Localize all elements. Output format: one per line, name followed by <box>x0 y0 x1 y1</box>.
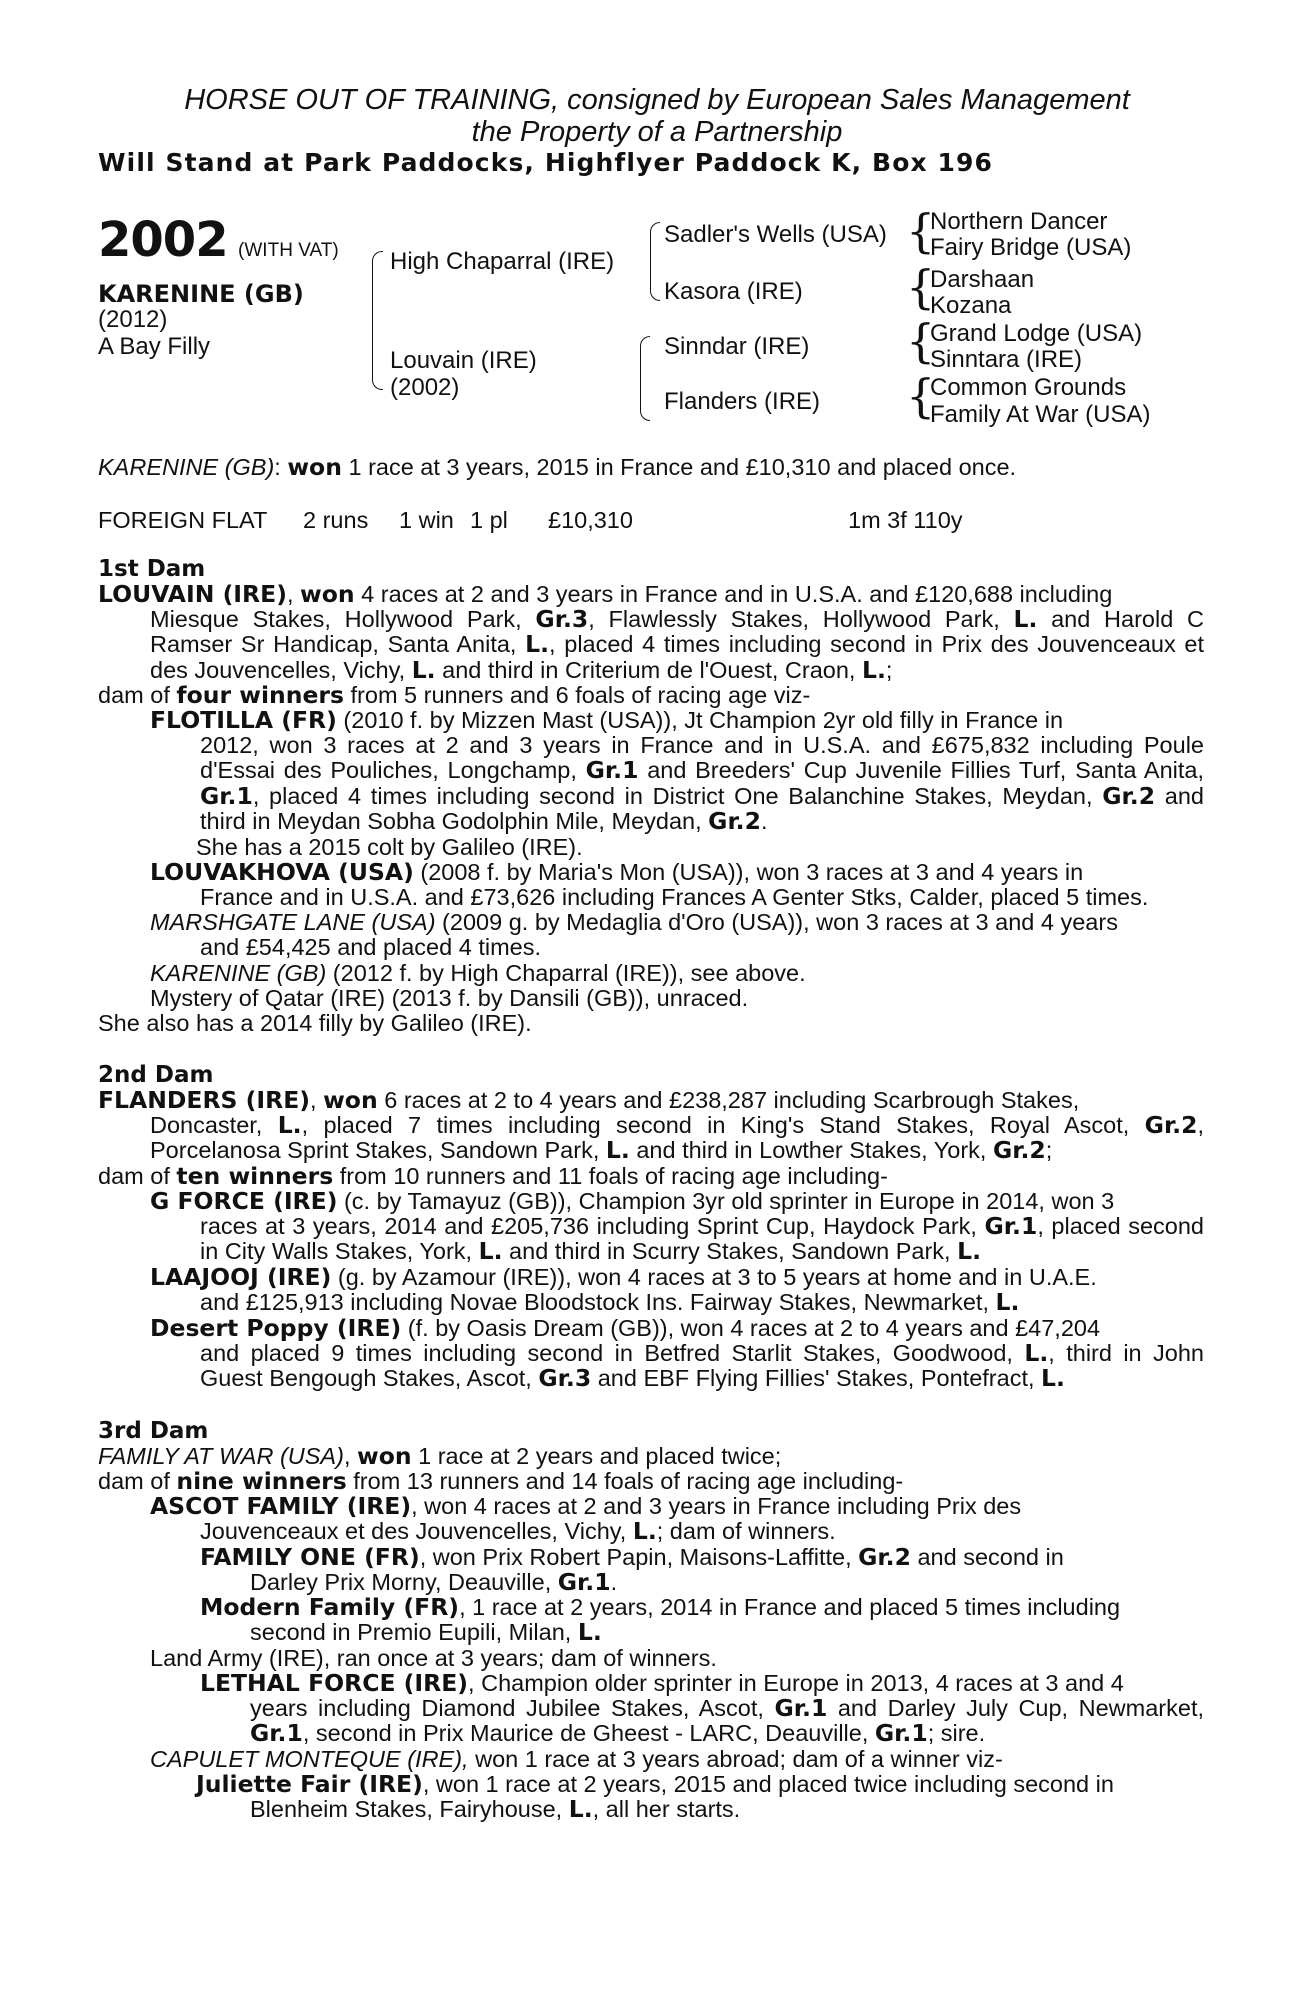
foreign-distance: 1m 3f 110y <box>848 507 963 533</box>
foreign-label: FOREIGN FLAT <box>98 507 268 533</box>
summary-horse-name: KARENINE (GB) <box>98 454 275 480</box>
header-line-1: HORSE OUT OF TRAINING, consigned by European Sales Management <box>184 84 1130 116</box>
progeny-modern-family: Modern Family (FR), 1 race at 2 years, 2014 in France and placed 5 times including <box>200 1593 1121 1621</box>
brace-gen3-1: { <box>906 204 936 258</box>
foreign-earnings: £10,310 <box>548 507 633 533</box>
pedigree-sds: Darshaan <box>930 266 1035 293</box>
horse-year: (2012) <box>98 306 168 333</box>
progeny-capulet-monteque: CAPULET MONTEQUE (IRE), won 1 race at 3 years abroad; dam of a winner viz- <box>150 1746 1003 1772</box>
horse-name: KARENINE (GB) <box>98 280 304 308</box>
sire-brace-top <box>650 222 660 253</box>
progeny-flotilla: FLOTILLA (FR) (2010 f. by Mizzen Mast (USA)), Jt Champion 2yr old filly in France in <box>150 706 1064 734</box>
progeny-family-one: FAMILY ONE (FR), won Prix Robert Papin, Maisons-Laffitte, Gr.2 and second in <box>200 1543 1064 1571</box>
pedigree-dam-sire: Sinndar (IRE) <box>664 333 810 360</box>
brace-gen3-4: { <box>906 369 936 423</box>
summary-won: won <box>287 453 342 481</box>
progeny-laajooj: LAAJOOJ (IRE) (g. by Azamour (IRE)), won 4 races at 3 to 5 years at home and in U.A.E. <box>150 1263 1097 1291</box>
summary-text: 1 race at 3 years, 2015 in France and £10,310 and placed once. <box>341 454 1017 480</box>
pedigree-ssd: Fairy Bridge (USA) <box>930 234 1132 261</box>
first-dam-louvain: LOUVAIN (IRE), won 4 races at 2 and 3 years in France and in U.S.A. and £120,688 including <box>98 580 1113 608</box>
brace-gen3-3: { <box>906 314 936 368</box>
progeny-land-army: Land Army (IRE), ran once at 3 years; dam of winners. <box>150 1645 717 1671</box>
lot-vat: (WITH VAT) <box>238 240 339 261</box>
progeny-mystery-of-qatar: Mystery of Qatar (IRE) (2013 f. by Dansili (GB)), unraced. <box>150 985 749 1011</box>
pedigree-sss: Northern Dancer <box>930 208 1108 235</box>
lot-number: 2002 <box>98 212 228 268</box>
pedigree-sdd: Kozana <box>930 292 1012 319</box>
first-dam-heading: 1st Dam <box>98 556 206 582</box>
progeny-lethal-force: LETHAL FORCE (IRE), Champion older sprinter in Europe in 2013, 4 races at 3 and 4 <box>200 1669 1124 1697</box>
pedigree-dam: Louvain (IRE) <box>390 347 537 374</box>
pedigree-dam-dam: Flanders (IRE) <box>664 388 821 415</box>
progeny-karenine: KARENINE (GB) (2012 f. by High Chaparral (IRE)), see above. <box>150 960 806 986</box>
foreign-flat-row <box>98 507 267 534</box>
horse-desc: A Bay Filly <box>98 333 211 360</box>
dam-brace-bottom <box>640 372 650 421</box>
header-line-2: the Property of a Partnership <box>471 116 843 148</box>
header-line-3: Will Stand at Park Paddocks, Highflyer Paddock K, Box 196 <box>98 148 993 177</box>
pedigree-sire: High Chaparral (IRE) <box>390 248 615 275</box>
pedigree-ddd: Family At War (USA) <box>930 401 1151 428</box>
progeny-desert-poppy: Desert Poppy (IRE) (f. by Oasis Dream (GB)), won 4 races at 2 to 4 years and £47,204 <box>150 1314 1101 1342</box>
dam-brace-top <box>640 336 650 373</box>
pedigree-brace-bottom <box>372 330 383 390</box>
third-dam-heading: 3rd Dam <box>98 1418 209 1444</box>
pedigree-sire-dam: Kasora (IRE) <box>664 278 803 305</box>
progeny-g-force: G FORCE (IRE) (c. by Tamayuz (GB)), Champion 3yr old sprinter in Europe in 2014, won 3 <box>150 1187 1115 1215</box>
pedigree-dam-year: (2002) <box>390 374 460 401</box>
progeny-ascot-family: ASCOT FAMILY (IRE), won 4 races at 2 and 3 years in France including Prix des <box>150 1492 1022 1520</box>
second-dam-heading: 2nd Dam <box>98 1062 214 1088</box>
second-dam-flanders: FLANDERS (IRE), won 6 races at 2 to 4 years and £238,287 including Scarbrough Stakes, <box>98 1086 1080 1114</box>
foreign-placed: 1 pl <box>470 507 508 533</box>
sire-brace-bottom <box>650 252 660 301</box>
third-dam-family-at-war: FAMILY AT WAR (USA), won 1 race at 2 years and placed twice; <box>98 1442 782 1470</box>
pedigree-sire-sire: Sadler's Wells (USA) <box>664 221 887 248</box>
pedigree-dds: Common Grounds <box>930 374 1127 401</box>
progeny-marshgate-lane: MARSHGATE LANE (USA) (2009 g. by Medaglia d'Oro (USA)), won 3 races at 3 and 4 years <box>150 909 1118 935</box>
pedigree-dsd: Sinntara (IRE) <box>930 346 1083 373</box>
pedigree-brace-top <box>372 251 383 331</box>
foreign-wins: 1 win <box>399 507 454 533</box>
brace-gen3-2: { <box>906 260 936 314</box>
lot-block <box>98 212 339 268</box>
foreign-runs: 2 runs <box>303 507 369 533</box>
race-summary: KARENINE (GB): won 1 race at 3 years, 2015 in France and £10,310 and placed once. <box>98 453 1017 481</box>
progeny-louvakhova: LOUVAKHOVA (USA) (2008 f. by Maria's Mon (USA)), won 3 races at 3 and 4 years in <box>150 858 1084 886</box>
progeny-juliette-fair: Juliette Fair (IRE), won 1 race at 2 years, 2015 and placed twice including second in <box>196 1770 1114 1798</box>
pedigree-dss: Grand Lodge (USA) <box>930 320 1143 347</box>
